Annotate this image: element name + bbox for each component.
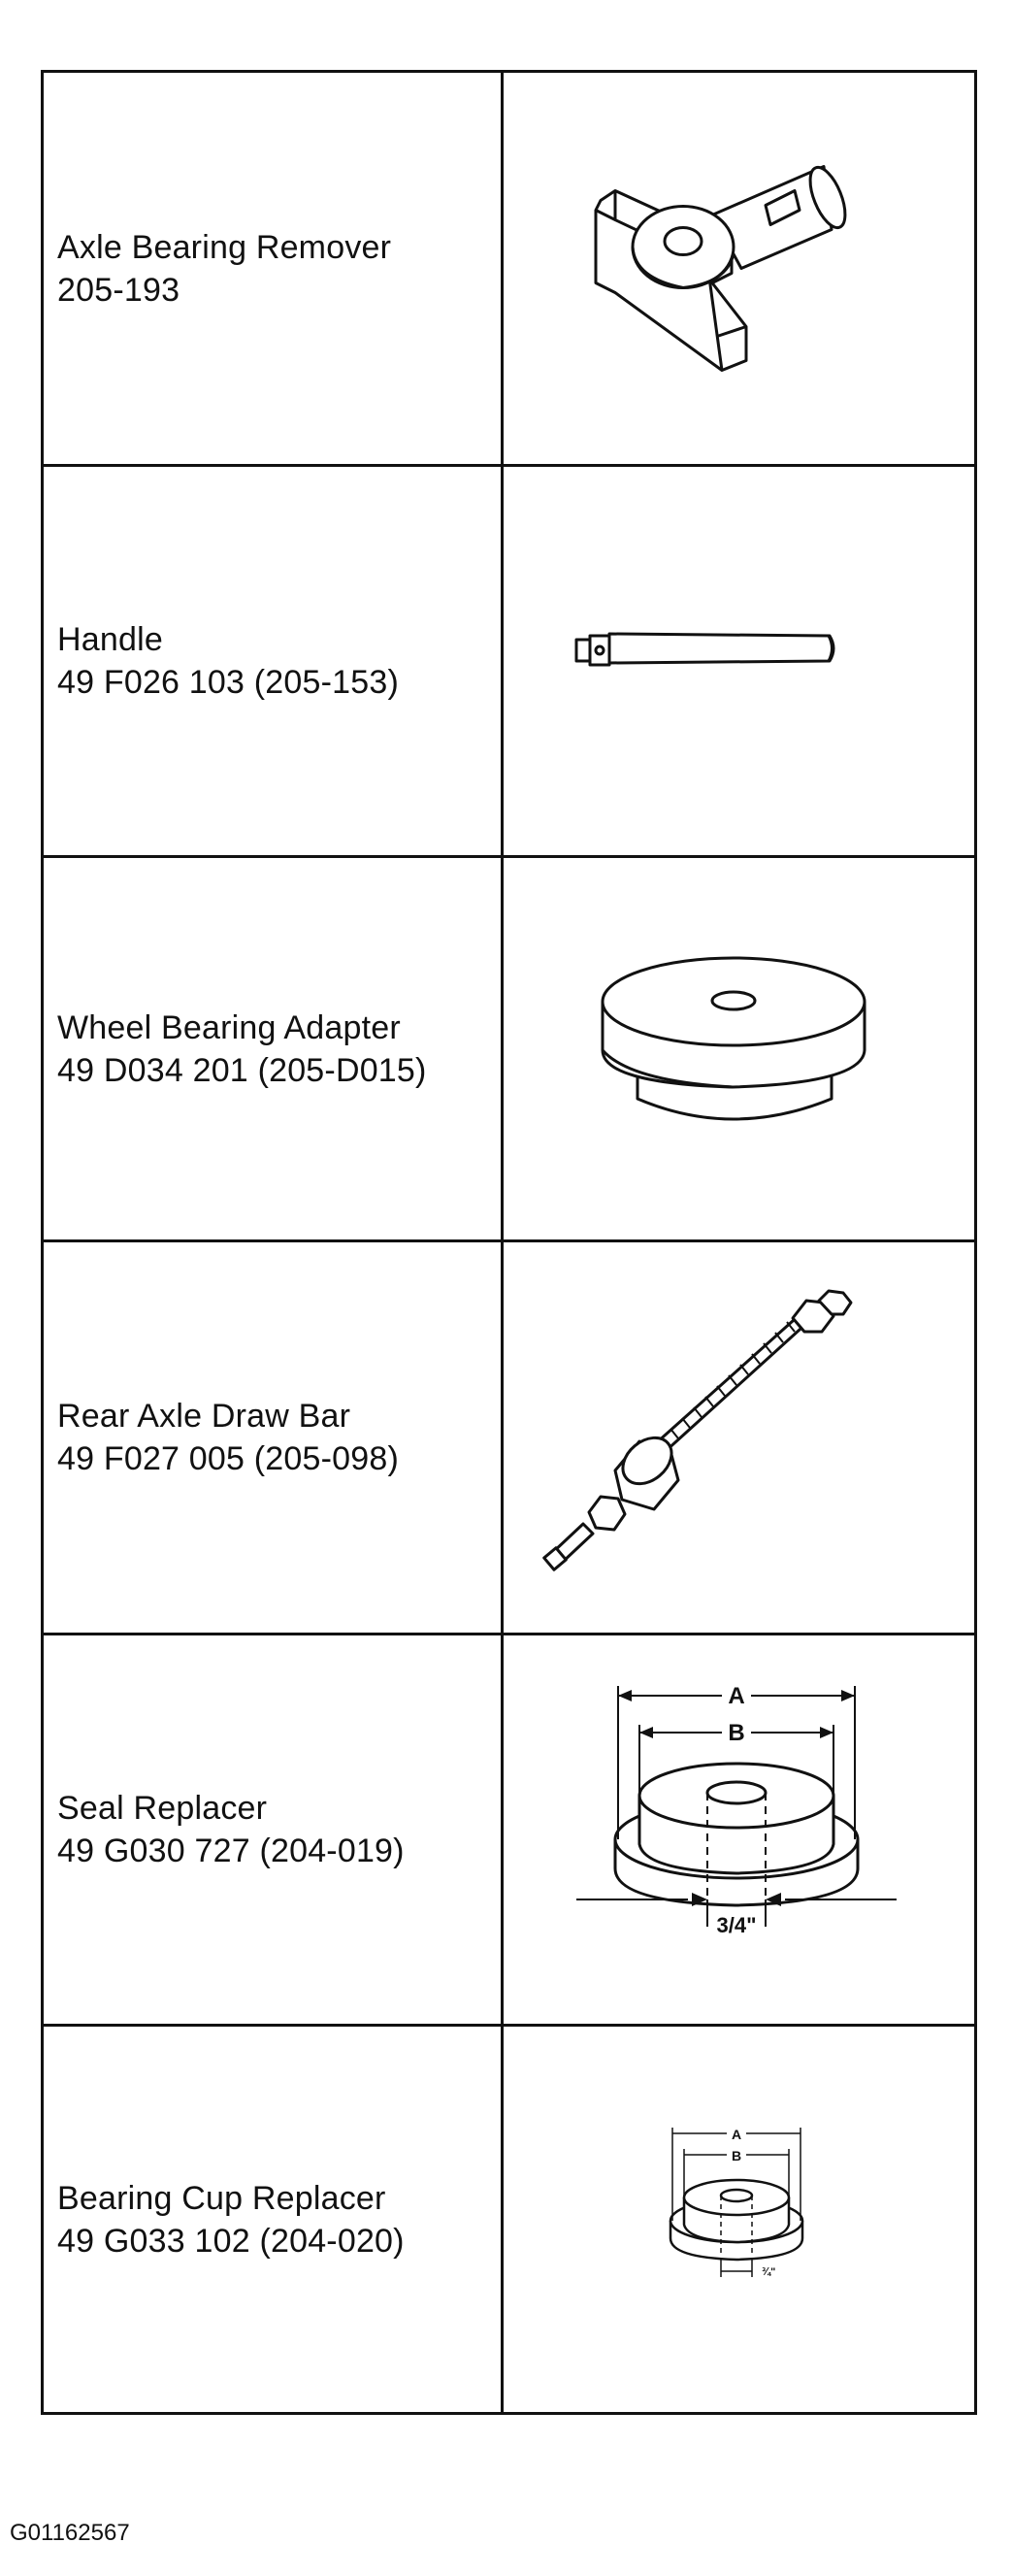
dimension-b-label: B (728, 1720, 745, 1746)
tool-label (57, 1007, 427, 1092)
axle-bearing-remover-icon (504, 73, 974, 464)
tool-row (44, 1242, 974, 1633)
tool-row (44, 73, 974, 464)
tool-row (44, 1635, 974, 2024)
tool-label-cell (44, 1242, 504, 1633)
tool-image-cell (504, 1242, 974, 1633)
tool-name: Wheel Bearing Adapter (57, 1008, 401, 1046)
tool-label-cell (44, 2027, 504, 2412)
handle-icon (504, 467, 974, 855)
tool-number: 49 D034 201 (205-D015) (57, 1051, 427, 1089)
dimension-a-label: A (731, 2127, 742, 2142)
figure-id: G01162567 (10, 2520, 130, 2546)
seal-replacer-icon (504, 1635, 974, 2024)
dimension-size-label: 3/4" (716, 1913, 757, 1937)
tool-name: Seal Replacer (57, 1790, 268, 1827)
tool-label (57, 226, 391, 312)
tool-number: 49 F026 103 (205-153) (57, 664, 400, 701)
tool-label-cell (44, 467, 504, 855)
tool-image-cell (504, 467, 974, 855)
tool-number: 205-193 (57, 271, 180, 309)
bearing-cup-replacer-icon (504, 2027, 974, 2412)
tool-number: 49 G030 727 (204-019) (57, 1833, 405, 1869)
tool-label (57, 2177, 405, 2262)
tool-number: 49 G033 102 (204-020) (57, 2222, 405, 2260)
tool-image-cell (504, 1635, 974, 2024)
tool-number: 49 F027 005 (205-098) (57, 1440, 400, 1477)
wheel-bearing-adapter-icon (504, 858, 974, 1239)
special-tools-table (41, 70, 977, 2415)
tool-label-cell (44, 858, 504, 1239)
dimension-b-label: B (731, 2148, 742, 2163)
tool-name: Axle Bearing Remover (57, 228, 392, 266)
tool-name: Bearing Cup Replacer (57, 2179, 386, 2217)
dimension-a-label: A (728, 1683, 745, 1709)
draw-bar-icon (504, 1242, 974, 1633)
tool-label (57, 618, 399, 704)
tool-row (44, 2027, 974, 2412)
tool-image-cell (504, 2027, 974, 2412)
tool-image-cell (504, 858, 974, 1239)
dimension-size-label: ¾" (762, 2266, 776, 2278)
tool-label-cell (44, 1635, 504, 2024)
tool-image-cell (504, 73, 974, 464)
tool-name: Handle (57, 621, 163, 658)
tool-label (57, 1787, 405, 1872)
tool-label (57, 1395, 399, 1480)
tool-name: Rear Axle Draw Bar (57, 1398, 351, 1435)
tool-label-cell (44, 73, 504, 464)
tool-row (44, 467, 974, 855)
tool-row (44, 858, 974, 1239)
